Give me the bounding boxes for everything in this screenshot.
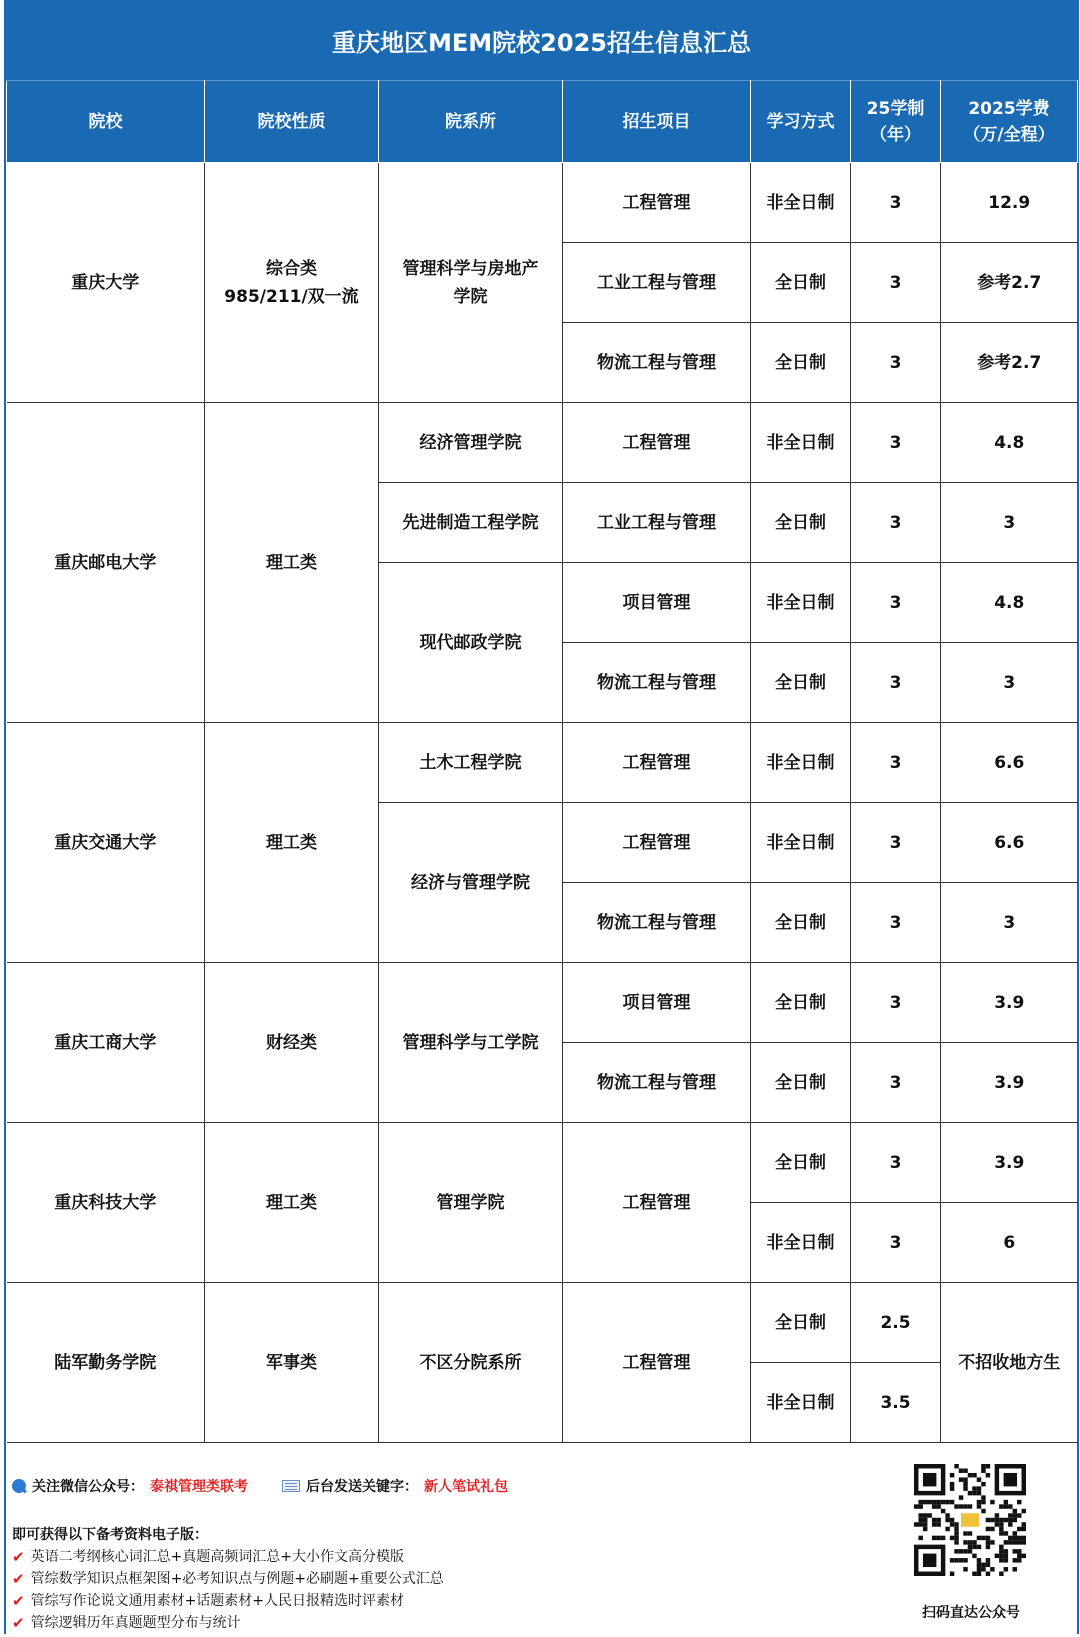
table-row: [7, 963, 1078, 1043]
search-key-icon: [12, 1479, 26, 1493]
check-icon: ✔: [12, 1548, 25, 1566]
fee-cell: 3: [941, 883, 1078, 963]
dept-cell: 先进制造工程学院: [379, 483, 563, 563]
qr-code-icon[interactable]: [914, 1464, 1026, 1576]
program-cell: 工程管理: [563, 1283, 751, 1443]
years-cell: 3: [851, 243, 941, 323]
years-cell: 3: [851, 563, 941, 643]
column-header: 院校: [7, 81, 205, 163]
program-cell: 工程管理: [563, 163, 751, 243]
program-cell: 物流工程与管理: [563, 323, 751, 403]
mode-cell: 非全日制: [751, 1203, 851, 1283]
years-cell: 3: [851, 963, 941, 1043]
page-title: 重庆地区MEM院校2025招生信息汇总: [6, 0, 1077, 80]
column-header: 院校性质: [205, 81, 379, 163]
table-row: [7, 1283, 1078, 1363]
program-cell: 项目管理: [563, 963, 751, 1043]
program-cell: 工程管理: [563, 1123, 751, 1283]
nature-cell: 财经类: [205, 963, 379, 1123]
nature-cell: 理工类: [205, 1123, 379, 1283]
dept-cell: 现代邮政学院: [379, 563, 563, 723]
dept-cell: 不区分院系所: [379, 1283, 563, 1443]
mode-cell: 非全日制: [751, 803, 851, 883]
fee-cell: 6: [941, 1203, 1078, 1283]
dept-cell: 土木工程学院: [379, 723, 563, 803]
years-cell: 3: [851, 723, 941, 803]
dept-cell: 经济与管理学院: [379, 803, 563, 963]
list-item: [12, 1546, 444, 1568]
fee-cell: 参考2.7: [941, 243, 1078, 323]
nature-cell: 军事类: [205, 1283, 379, 1443]
mode-cell: 全日制: [751, 243, 851, 323]
admissions-table: [6, 80, 1078, 1443]
check-icon: ✔: [12, 1592, 25, 1610]
dept-cell: 管理学院: [379, 1123, 563, 1283]
nature-cell: 综合类 985/211/双一流: [205, 163, 379, 403]
keyword-label: 后台发送关键字：: [306, 1479, 418, 1495]
mode-cell: 全日制: [751, 643, 851, 723]
resource-text: 英语二考纲核心词汇总+真题高频词汇总+大小作文高分模版: [30, 1549, 405, 1565]
program-cell: 工程管理: [563, 403, 751, 483]
column-header: 25学制 （年）: [851, 81, 941, 163]
column-header: 学习方式: [751, 81, 851, 163]
mode-cell: 全日制: [751, 963, 851, 1043]
dept-cell: 经济管理学院: [379, 403, 563, 483]
school-cell: 陆军勤务学院: [7, 1283, 205, 1443]
years-cell: 3.5: [851, 1363, 941, 1443]
resource-text: 管综写作论说文通用素材+话题素材+人民日报精选时评素材: [30, 1593, 405, 1609]
fee-cell: 3.9: [941, 1123, 1078, 1203]
get-label: 即可获得以下备考资料电子版：: [12, 1527, 208, 1543]
mail-icon: [282, 1480, 300, 1492]
years-cell: 3: [851, 323, 941, 403]
table-row: [7, 163, 1078, 243]
program-cell: 工程管理: [563, 723, 751, 803]
years-cell: 3: [851, 483, 941, 563]
school-cell: 重庆邮电大学: [7, 403, 205, 723]
table-row: [7, 403, 1078, 483]
resource-list: [12, 1546, 444, 1634]
mode-cell: 非全日制: [751, 163, 851, 243]
mode-cell: 非全日制: [751, 723, 851, 803]
dept-cell: 管理科学与工学院: [379, 963, 563, 1123]
mode-cell: 全日制: [751, 323, 851, 403]
resource-text: 管综数学知识点框架图+必考知识点与例题+必刷题+重要公式汇总: [30, 1571, 444, 1587]
page-frame: [4, 0, 1079, 1634]
list-item: [12, 1590, 444, 1612]
years-cell: 3: [851, 803, 941, 883]
column-header: 招生项目: [563, 81, 751, 163]
mode-cell: 全日制: [751, 883, 851, 963]
table-row: [7, 1123, 1078, 1203]
program-cell: 工业工程与管理: [563, 243, 751, 323]
table-row: [7, 723, 1078, 803]
mode-cell: 全日制: [751, 1123, 851, 1203]
years-cell: 3: [851, 1043, 941, 1123]
fee-cell: 4.8: [941, 403, 1078, 483]
mode-cell: 非全日制: [751, 403, 851, 483]
fee-cell: 4.8: [941, 563, 1078, 643]
school-cell: 重庆大学: [7, 163, 205, 403]
list-item: [12, 1568, 444, 1590]
promo-footer: [6, 1458, 1077, 1634]
program-cell: 项目管理: [563, 563, 751, 643]
years-cell: 3: [851, 1123, 941, 1203]
nature-cell: 理工类: [205, 723, 379, 963]
follow-label: 关注微信公众号：: [32, 1479, 144, 1495]
fee-cell: 不招收地方生: [941, 1283, 1078, 1443]
dept-cell: 管理科学与房地产 学院: [379, 163, 563, 403]
fee-cell: 3.9: [941, 963, 1078, 1043]
column-header: 院系所: [379, 81, 563, 163]
check-icon: ✔: [12, 1614, 25, 1632]
fee-cell: 3.9: [941, 1043, 1078, 1123]
fee-cell: 3: [941, 643, 1078, 723]
resource-text: 管综逻辑历年真题题型分布与统计: [30, 1615, 241, 1631]
years-cell: 3: [851, 163, 941, 243]
years-cell: 2.5: [851, 1283, 941, 1363]
account-name[interactable]: 泰祺管理类联考: [150, 1479, 248, 1495]
program-cell: 工业工程与管理: [563, 483, 751, 563]
school-cell: 重庆交通大学: [7, 723, 205, 963]
column-header: 2025学费 （万/全程）: [941, 81, 1078, 163]
program-cell: 物流工程与管理: [563, 1043, 751, 1123]
school-cell: 重庆科技大学: [7, 1123, 205, 1283]
years-cell: 3: [851, 403, 941, 483]
mode-cell: 全日制: [751, 1283, 851, 1363]
mode-cell: 全日制: [751, 483, 851, 563]
program-cell: 物流工程与管理: [563, 883, 751, 963]
check-icon: ✔: [12, 1570, 25, 1588]
mode-cell: 非全日制: [751, 563, 851, 643]
fee-cell: 3: [941, 483, 1078, 563]
keyword-text: 新人笔试礼包: [424, 1479, 508, 1495]
years-cell: 3: [851, 643, 941, 723]
program-cell: 物流工程与管理: [563, 643, 751, 723]
qr-label: 扫码直达公众号: [922, 1605, 1020, 1621]
years-cell: 3: [851, 883, 941, 963]
program-cell: 工程管理: [563, 803, 751, 883]
table-header-row: [7, 81, 1078, 163]
school-cell: 重庆工商大学: [7, 963, 205, 1123]
follow-line: [12, 1476, 508, 1496]
years-cell: 3: [851, 1203, 941, 1283]
fee-cell: 参考2.7: [941, 323, 1078, 403]
mode-cell: 非全日制: [751, 1363, 851, 1443]
mode-cell: 全日制: [751, 1043, 851, 1123]
fee-cell: 6.6: [941, 723, 1078, 803]
fee-cell: 6.6: [941, 803, 1078, 883]
fee-cell: 12.9: [941, 163, 1078, 243]
nature-cell: 理工类: [205, 403, 379, 723]
list-item: [12, 1612, 444, 1634]
